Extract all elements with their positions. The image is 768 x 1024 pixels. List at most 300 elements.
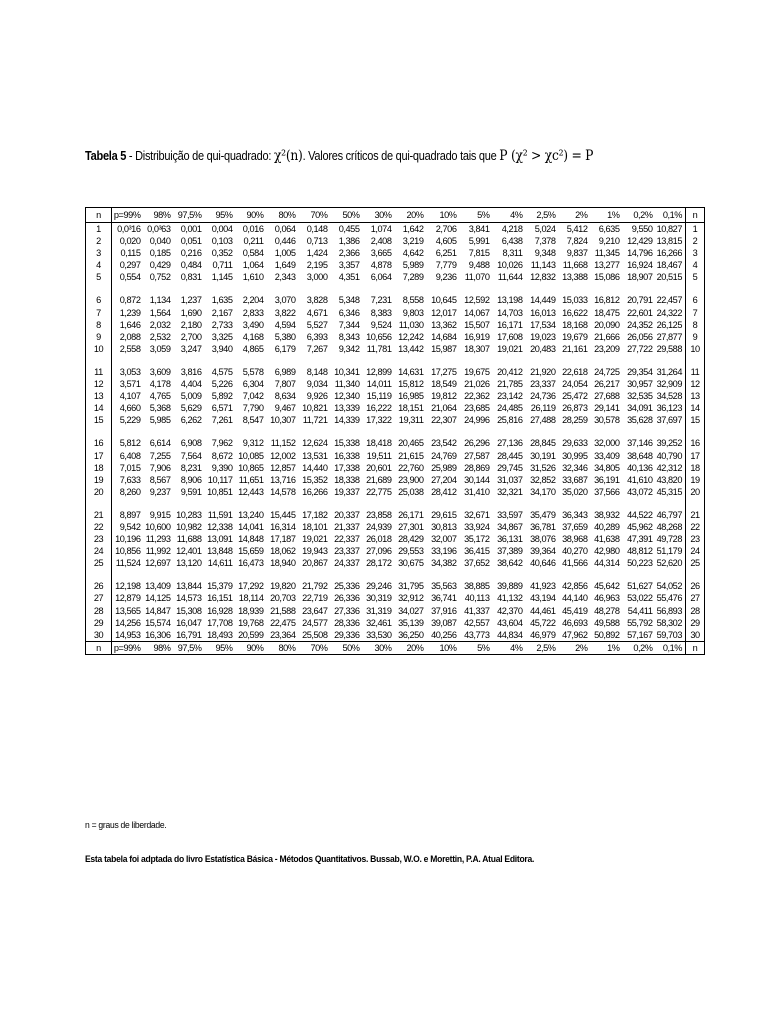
degrees-of-freedom: 24 — [686, 545, 705, 557]
critical-value: 0,446 — [274, 236, 296, 247]
critical-value: 21,615 — [398, 450, 424, 461]
critical-value: 0,148 — [306, 224, 328, 234]
critical-value: 10,827 — [656, 224, 682, 234]
critical-value: 13,198 — [497, 295, 523, 306]
critical-value: 5,229 — [119, 415, 141, 426]
column-header: 20% — [395, 641, 427, 654]
chi-square-formula: χ²(n) — [273, 148, 303, 164]
critical-value: 50,892 — [594, 629, 620, 640]
critical-value: 19,511 — [366, 450, 392, 461]
critical-value: 19,768 — [238, 617, 264, 628]
critical-value: 18,114 — [238, 593, 264, 604]
critical-value: 46,797 — [656, 509, 682, 520]
critical-value: 21,792 — [302, 581, 328, 592]
critical-value: 27,204 — [431, 474, 457, 485]
critical-value: 29,553 — [398, 546, 424, 557]
column-header: 5% — [460, 641, 493, 654]
critical-value: 8,260 — [119, 486, 141, 497]
critical-value: 31,795 — [398, 581, 424, 592]
spacer-row — [86, 355, 705, 366]
degrees-of-freedom: 9 — [86, 331, 112, 343]
critical-value: 21,920 — [530, 366, 556, 377]
critical-value: 3,841 — [468, 224, 490, 234]
table-row — [86, 271, 705, 283]
critical-value: 11,143 — [530, 260, 556, 271]
critical-value: 2,195 — [306, 260, 328, 271]
critical-value: 14,848 — [238, 534, 264, 545]
critical-value: 36,781 — [530, 521, 556, 532]
critical-value: 37,659 — [562, 521, 588, 532]
critical-value: 13,240 — [238, 509, 264, 520]
critical-value: 13,844 — [176, 581, 202, 592]
critical-value: 37,146 — [627, 438, 653, 449]
critical-value: 46,963 — [594, 593, 620, 604]
critical-value: 46,979 — [530, 629, 556, 640]
critical-value: 15,033 — [562, 295, 588, 306]
critical-value: 0,185 — [149, 248, 171, 259]
critical-value: 38,642 — [497, 558, 523, 569]
critical-value: 22,337 — [334, 534, 360, 545]
critical-value: 32,671 — [464, 509, 490, 520]
critical-value: 5,892 — [211, 391, 233, 402]
critical-value: 10,865 — [238, 462, 264, 473]
critical-value: 16,151 — [207, 593, 233, 604]
column-header: 80% — [267, 208, 299, 223]
critical-value: 12,002 — [270, 450, 296, 461]
critical-value: 30,995 — [562, 450, 588, 461]
critical-value: 34,805 — [594, 462, 620, 473]
critical-value: 36,415 — [464, 546, 490, 557]
critical-value: 22,475 — [270, 617, 296, 628]
critical-value: 24,939 — [366, 521, 392, 532]
critical-value: 0,584 — [242, 248, 264, 259]
footer-row — [86, 641, 705, 654]
critical-value: 6,408 — [119, 450, 141, 461]
critical-value: 26,296 — [464, 438, 490, 449]
critical-value: 28,336 — [334, 617, 360, 628]
critical-value: 2,204 — [242, 295, 264, 306]
critical-value: 16,306 — [145, 629, 171, 640]
critical-value: 22,719 — [302, 593, 328, 604]
critical-value: 6,989 — [274, 366, 296, 377]
critical-value: 24,769 — [431, 450, 457, 461]
source-note: Esta tabela foi adptada do livro Estatística Básica - Métodos Quantitativos. Bussab, W.O. e Morettin, P.A. Atual Editora. — [85, 854, 535, 865]
critical-value: 44,140 — [562, 593, 588, 604]
critical-value: 6,179 — [274, 343, 296, 354]
degrees-of-freedom: 27 — [686, 592, 705, 604]
critical-value: 2,733 — [211, 319, 233, 330]
table-row — [86, 331, 705, 343]
critical-value: 37,652 — [464, 558, 490, 569]
critical-value: 17,275 — [431, 366, 457, 377]
degrees-of-freedom: 8 — [86, 319, 112, 331]
column-header: 70% — [299, 208, 331, 223]
critical-value: 31,037 — [497, 474, 523, 485]
critical-value: 1,074 — [370, 224, 392, 234]
critical-value: 11,591 — [207, 509, 233, 520]
critical-value: 43,820 — [656, 474, 682, 485]
table-row — [86, 437, 705, 449]
critical-value: 14,578 — [270, 486, 296, 497]
critical-value: 18,338 — [334, 474, 360, 485]
critical-value: 18,151 — [398, 403, 424, 414]
column-header: 97,5% — [174, 641, 205, 654]
critical-value: 11,992 — [145, 546, 171, 557]
critical-value: 19,337 — [334, 486, 360, 497]
critical-value: 26,056 — [627, 331, 653, 342]
critical-value: 20,703 — [270, 593, 296, 604]
critical-value: 35,628 — [627, 415, 653, 426]
critical-value: 23,337 — [334, 546, 360, 557]
critical-value: 9,524 — [370, 319, 392, 330]
critical-value: 11,651 — [238, 474, 264, 485]
column-header: 2% — [559, 641, 591, 654]
table-row — [86, 319, 705, 331]
critical-value: 43,072 — [627, 486, 653, 497]
critical-value: 34,170 — [530, 486, 556, 497]
critical-value: 33,924 — [464, 521, 490, 532]
critical-value: 4,605 — [435, 236, 457, 247]
critical-value: 11,070 — [464, 272, 490, 283]
critical-value: 8,231 — [180, 462, 202, 473]
critical-value: 13,565 — [115, 605, 141, 616]
critical-value: 0,0³63 — [147, 224, 171, 234]
critical-value: 29,354 — [627, 366, 653, 377]
critical-value: 38,648 — [627, 450, 653, 461]
column-header: 1% — [591, 641, 623, 654]
critical-value: 1,564 — [149, 307, 171, 318]
critical-value: 38,885 — [464, 581, 490, 592]
critical-value: 16,985 — [398, 391, 424, 402]
degrees-of-freedom: 27 — [86, 592, 112, 604]
critical-value: 32,909 — [656, 379, 682, 390]
degrees-of-freedom: 4 — [686, 259, 705, 271]
critical-value: 8,672 — [211, 450, 233, 461]
degrees-of-freedom: 21 — [86, 509, 112, 521]
critical-value: 0,0³16 — [117, 224, 141, 234]
critical-value: 42,370 — [497, 605, 523, 616]
degrees-of-freedom: 4 — [86, 259, 112, 271]
degrees-of-freedom: 18 — [686, 462, 705, 474]
critical-value: 9,488 — [468, 260, 490, 271]
degrees-of-freedom: 17 — [686, 450, 705, 462]
degrees-of-freedom: 14 — [86, 402, 112, 414]
critical-value: 12,443 — [238, 486, 264, 497]
critical-value: 3,665 — [370, 248, 392, 259]
critical-value: 26,217 — [594, 379, 620, 390]
critical-value: 5,024 — [534, 224, 556, 234]
table-caption — [85, 148, 631, 164]
degrees-of-freedom: 2 — [686, 235, 705, 247]
critical-value: 20,515 — [656, 272, 682, 283]
critical-value: 27,587 — [464, 450, 490, 461]
critical-value: 2,167 — [211, 307, 233, 318]
critical-value: 26,125 — [656, 319, 682, 330]
critical-value: 1,424 — [306, 248, 328, 259]
critical-value: 48,812 — [627, 546, 653, 557]
critical-value: 15,308 — [176, 605, 202, 616]
critical-value: 14,703 — [497, 307, 523, 318]
critical-value: 39,364 — [530, 546, 556, 557]
critical-value: 2,088 — [119, 331, 141, 342]
critical-value: 13,362 — [431, 319, 457, 330]
degrees-of-freedom: 16 — [86, 437, 112, 449]
column-header: 0,2% — [623, 208, 656, 223]
critical-value: 11,293 — [145, 534, 171, 545]
critical-value: 39,087 — [431, 617, 457, 628]
critical-value: 10,026 — [497, 260, 523, 271]
critical-value: 28,172 — [366, 558, 392, 569]
critical-value: 30,675 — [398, 558, 424, 569]
critical-value: 10,117 — [207, 474, 233, 485]
table-row — [86, 223, 705, 236]
degrees-of-freedom: 14 — [686, 402, 705, 414]
critical-value: 20,483 — [530, 343, 556, 354]
critical-value: 8,558 — [402, 295, 424, 306]
critical-value: 16,791 — [176, 629, 202, 640]
critical-value: 4,765 — [149, 391, 171, 402]
critical-value: 47,391 — [627, 534, 653, 545]
critical-value: 10,307 — [270, 415, 296, 426]
critical-value: 21,785 — [497, 379, 523, 390]
degrees-of-freedom: 16 — [686, 437, 705, 449]
critical-value: 7,633 — [119, 474, 141, 485]
critical-value: 18,907 — [627, 272, 653, 283]
critical-value: 27,688 — [594, 391, 620, 402]
critical-value: 32,912 — [398, 593, 424, 604]
critical-value: 9,467 — [274, 403, 296, 414]
critical-value: 16,338 — [334, 450, 360, 461]
critical-value: 28,412 — [431, 486, 457, 497]
critical-value: 0,211 — [243, 236, 264, 247]
critical-value: 29,633 — [562, 438, 588, 449]
critical-value: 2,366 — [338, 248, 360, 259]
critical-value: 13,091 — [207, 534, 233, 545]
critical-value: 18,475 — [594, 307, 620, 318]
critical-value: 51,179 — [656, 546, 682, 557]
critical-value: 20,599 — [238, 629, 264, 640]
column-header: 97,5% — [174, 208, 205, 223]
critical-value: 19,943 — [302, 546, 328, 557]
critical-value: 49,728 — [656, 534, 682, 545]
critical-value: 28,429 — [398, 534, 424, 545]
critical-value: 10,821 — [302, 403, 328, 414]
critical-value: 13,442 — [398, 343, 424, 354]
critical-value: 32,461 — [366, 617, 392, 628]
n-header: n — [686, 208, 705, 223]
critical-value: 30,813 — [431, 521, 457, 532]
critical-value: 9,312 — [242, 438, 264, 449]
critical-value: 43,604 — [497, 617, 523, 628]
critical-value: 29,246 — [366, 581, 392, 592]
critical-value: 10,645 — [431, 295, 457, 306]
critical-value: 16,266 — [656, 248, 682, 259]
critical-value: 3,059 — [149, 343, 171, 354]
table-row — [86, 259, 705, 271]
degrees-of-freedom: 17 — [86, 450, 112, 462]
critical-value: 41,638 — [594, 534, 620, 545]
critical-value: 31,526 — [530, 462, 556, 473]
critical-value: 24,337 — [334, 558, 360, 569]
critical-value: 11,668 — [562, 260, 588, 271]
critical-value: 41,566 — [562, 558, 588, 569]
critical-value: 22,307 — [431, 415, 457, 426]
table-row — [86, 414, 705, 426]
critical-value: 0,040 — [149, 236, 171, 247]
table-row — [86, 343, 705, 355]
degrees-of-freedom: 12 — [686, 378, 705, 390]
critical-value: 11,345 — [594, 248, 620, 259]
critical-value: 32,321 — [497, 486, 523, 497]
table-row — [86, 474, 705, 486]
critical-value: 25,336 — [334, 581, 360, 592]
column-header: 98% — [144, 208, 174, 223]
critical-value: 1,635 — [211, 295, 233, 306]
critical-value: 13,716 — [270, 474, 296, 485]
critical-value: 51,627 — [627, 581, 653, 592]
critical-value: 36,131 — [497, 534, 523, 545]
critical-value: 18,940 — [270, 558, 296, 569]
critical-value: 11,340 — [334, 379, 360, 390]
critical-value: 14,125 — [145, 593, 171, 604]
critical-value: 7,344 — [338, 319, 360, 330]
critical-value: 38,076 — [530, 534, 556, 545]
degrees-of-freedom: 5 — [686, 271, 705, 283]
critical-value: 29,588 — [656, 343, 682, 354]
critical-value: 22,362 — [464, 391, 490, 402]
critical-value: 11,524 — [115, 558, 141, 569]
critical-value: 14,256 — [115, 617, 141, 628]
critical-value: 22,618 — [562, 366, 588, 377]
critical-value: 17,338 — [334, 462, 360, 473]
critical-value: 15,379 — [207, 581, 233, 592]
column-header: 2,5% — [526, 208, 559, 223]
critical-value: 15,507 — [464, 319, 490, 330]
critical-value: 19,021 — [302, 534, 328, 545]
critical-value: 3,816 — [180, 366, 202, 377]
critical-value: 30,144 — [464, 474, 490, 485]
critical-value: 24,996 — [464, 415, 490, 426]
chi-square-table — [85, 207, 705, 655]
degrees-of-freedom: 30 — [86, 629, 112, 642]
critical-value: 18,493 — [207, 629, 233, 640]
critical-value: 8,343 — [338, 331, 360, 342]
critical-value: 32,007 — [431, 534, 457, 545]
critical-value: 10,856 — [115, 546, 141, 557]
critical-value: 40,136 — [627, 462, 653, 473]
critical-value: 9,210 — [598, 236, 620, 247]
critical-value: 13,277 — [594, 260, 620, 271]
critical-value: 19,679 — [562, 331, 588, 342]
critical-value: 5,009 — [180, 391, 202, 402]
critical-value: 9,236 — [435, 272, 457, 283]
critical-value: 5,527 — [306, 319, 328, 330]
table-row — [86, 509, 705, 521]
column-header: p=99% — [112, 208, 144, 223]
critical-value: 10,283 — [176, 509, 202, 520]
critical-value: 5,368 — [149, 403, 171, 414]
critical-value: 7,289 — [402, 272, 424, 283]
critical-value: 32,535 — [627, 391, 653, 402]
critical-value: 3,571 — [119, 379, 141, 390]
critical-value: 14,339 — [334, 415, 360, 426]
critical-value: 31,319 — [366, 605, 392, 616]
critical-value: 17,534 — [530, 319, 556, 330]
critical-value: 16,314 — [270, 521, 296, 532]
critical-value: 56,893 — [656, 605, 682, 616]
critical-value: 14,440 — [302, 462, 328, 473]
critical-value: 14,611 — [207, 558, 233, 569]
critical-value: 40,256 — [431, 629, 457, 640]
critical-value: 3,000 — [306, 272, 328, 283]
column-header: 95% — [205, 641, 236, 654]
table-row — [86, 617, 705, 629]
critical-value: 16,928 — [207, 605, 233, 616]
critical-value: 23,647 — [302, 605, 328, 616]
critical-value: 24,054 — [562, 379, 588, 390]
critical-value: 53,022 — [627, 593, 653, 604]
critical-value: 9,237 — [149, 486, 171, 497]
column-header: 98% — [144, 641, 174, 654]
critical-value: 0,554 — [119, 272, 141, 283]
critical-value: 1,239 — [119, 307, 141, 318]
critical-value: 17,708 — [207, 617, 233, 628]
critical-value: 16,924 — [627, 260, 653, 271]
degrees-of-freedom: 10 — [686, 343, 705, 355]
critical-value: 5,629 — [180, 403, 202, 414]
critical-value: 4,575 — [211, 366, 233, 377]
critical-value: 4,878 — [370, 260, 392, 271]
critical-value: 42,980 — [594, 546, 620, 557]
degrees-of-freedom: 29 — [86, 617, 112, 629]
critical-value: 11,688 — [176, 534, 202, 545]
degrees-of-freedom: 6 — [686, 294, 705, 306]
column-header: 20% — [395, 208, 427, 223]
degrees-of-freedom: 13 — [86, 390, 112, 402]
critical-value: 3,247 — [180, 343, 202, 354]
critical-value: 39,252 — [656, 438, 682, 449]
column-header: 30% — [363, 641, 395, 654]
critical-value: 45,642 — [594, 581, 620, 592]
critical-value: 32,852 — [530, 474, 556, 485]
critical-value: 35,479 — [530, 509, 556, 520]
critical-value: 21,161 — [562, 343, 588, 354]
critical-value: 10,196 — [115, 534, 141, 545]
critical-value: 15,574 — [145, 617, 171, 628]
critical-value: 52,620 — [656, 558, 682, 569]
degrees-of-freedom: 25 — [86, 557, 112, 569]
degrees-of-freedom: 7 — [686, 307, 705, 319]
critical-value: 3,828 — [306, 295, 328, 306]
critical-value: 42,312 — [656, 462, 682, 473]
critical-value: 1,610 — [242, 272, 264, 283]
critical-value: 2,532 — [149, 331, 171, 342]
critical-value: 50,223 — [627, 558, 653, 569]
critical-value: 6,614 — [149, 438, 171, 449]
degrees-of-freedom: 21 — [686, 509, 705, 521]
table-row — [86, 545, 705, 557]
critical-value: 31,410 — [464, 486, 490, 497]
critical-value: 0,752 — [149, 272, 171, 283]
critical-value: 15,445 — [270, 509, 296, 520]
critical-value: 25,508 — [302, 629, 328, 640]
critical-value: 24,577 — [302, 617, 328, 628]
critical-value: 8,547 — [242, 415, 264, 426]
critical-value: 54,052 — [656, 581, 682, 592]
critical-value: 4,865 — [242, 343, 264, 354]
critical-value: 5,991 — [468, 236, 490, 247]
column-header: 30% — [363, 208, 395, 223]
